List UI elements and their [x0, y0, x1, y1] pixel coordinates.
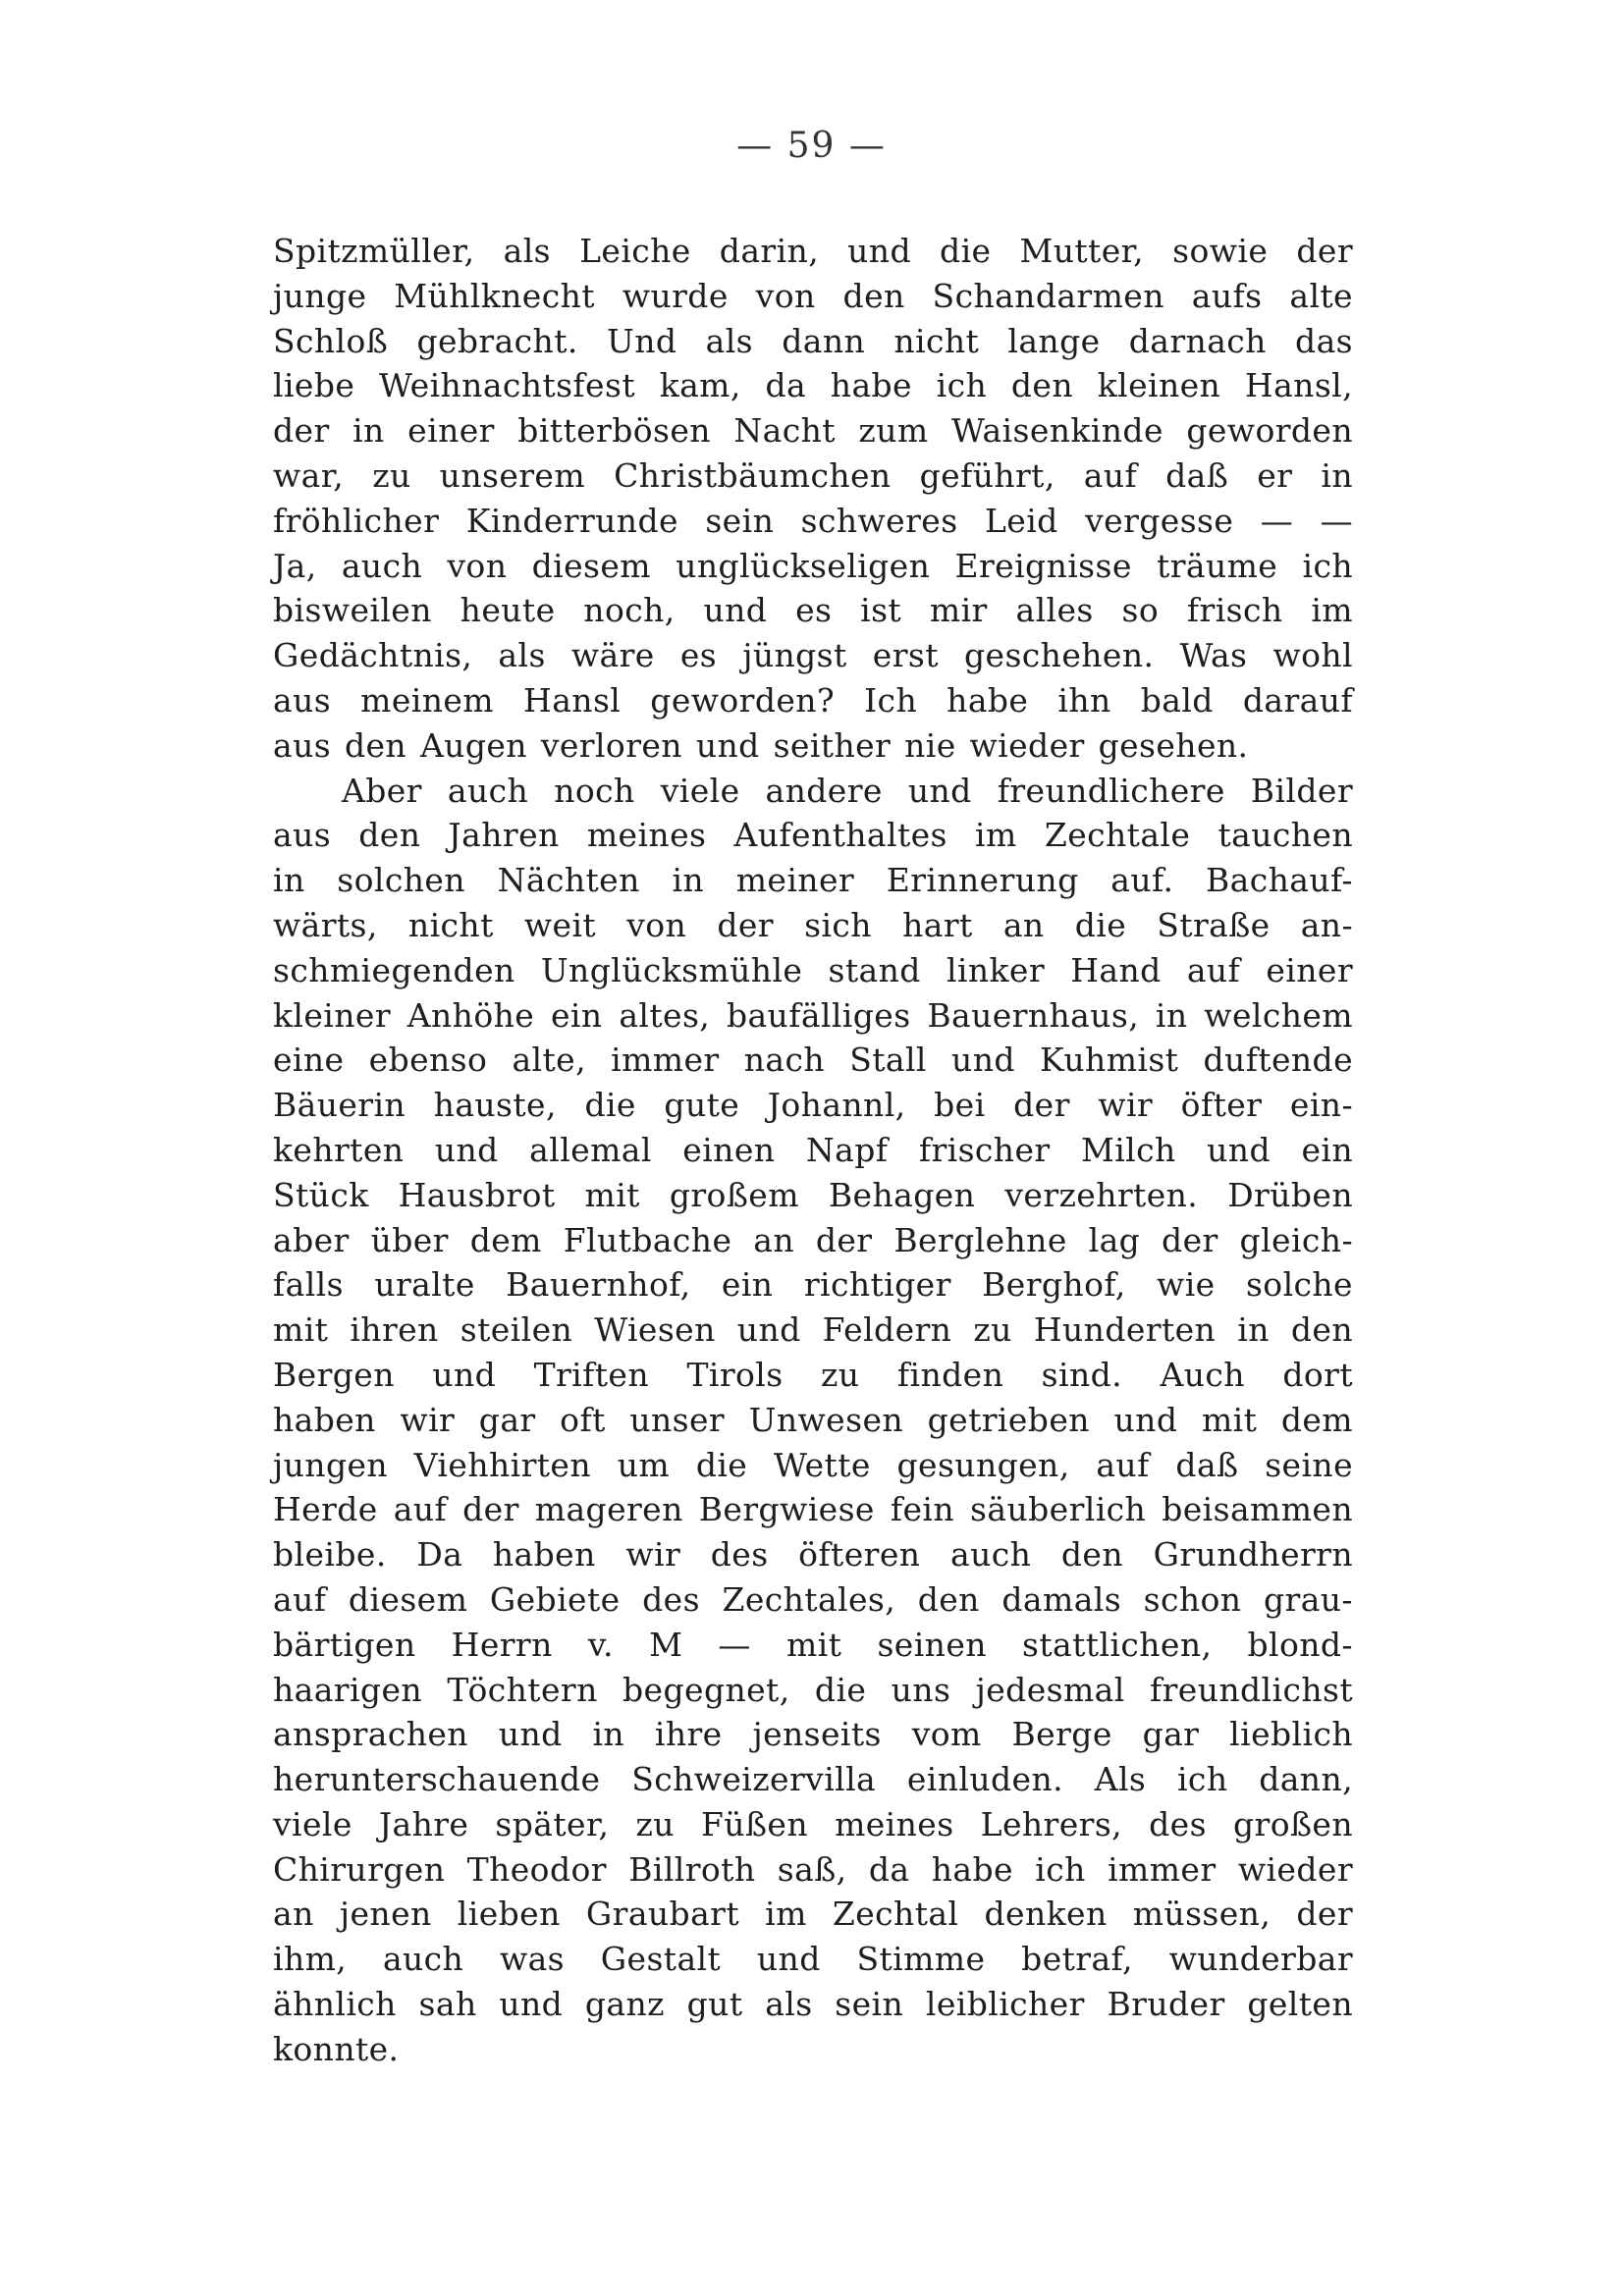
text-line: herunterschauende Schweizervilla einluden. Als ich dann,: [273, 1760, 1353, 1799]
paragraph-2: [273, 769, 1353, 2072]
text-line: haben wir gar oft unser Unwesen getrieben und mit dem: [273, 1400, 1353, 1439]
text-line: wärts, nicht weit von der sich hart an die Straße an-: [273, 905, 1353, 944]
text-line: eine ebenso alte, immer nach Stall und Kuhmist duftende: [273, 1041, 1353, 1080]
text-line: aber über dem Flutbache an der Berglehne lag der gleich-: [273, 1220, 1353, 1259]
text-line: bleibe. Da haben wir des öfteren auch den Grundherrn: [273, 1535, 1353, 1575]
body-text: [273, 229, 1353, 2072]
text-line: bärtigen Herrn v. M — mit seinen stattlichen, blond-: [273, 1625, 1353, 1664]
text-line: schmiegenden Unglücksmühle stand linker Hand auf einer: [273, 950, 1353, 989]
text-line: haarigen Töchtern begegnet, die uns jedesmal freundlichst: [273, 1670, 1353, 1709]
text-line: kleiner Anhöhe ein altes, baufälliges Bauernhaus, in welchem: [273, 995, 1353, 1035]
text-line: in solchen Nächten in meiner Erinnerung auf. Bachauf-: [273, 861, 1353, 900]
text-line: Stück Hausbrot mit großem Behagen verzehrten. Drüben: [273, 1175, 1353, 1214]
text-line: falls uralte Bauernhof, ein richtiger Berghof, wie solche: [273, 1265, 1353, 1305]
text-line: viele Jahre später, zu Füßen meines Lehrers, des großen: [273, 1804, 1353, 1843]
text-line: aus meinem Hansl geworden? Ich habe ihn bald darauf: [273, 680, 1353, 720]
text-line: Schloß gebracht. Und als dann nicht lange darnach das: [273, 321, 1353, 360]
text-line: mit ihren steilen Wiesen und Feldern zu Hunderten in den: [273, 1310, 1353, 1350]
text-line: auf diesem Gebiete des Zechtales, den damals schon grau-: [273, 1579, 1353, 1619]
text-line: liebe Weihnachtsfest kam, da habe ich den kleinen Hansl,: [273, 366, 1353, 405]
text-line: aus den Augen verloren und seither nie wieder gesehen.: [273, 725, 1249, 765]
text-line: war, zu unserem Christbäumchen geführt, auf daß er in: [273, 455, 1353, 495]
text-line: an jenen lieben Graubart im Zechtal denken müssen, der: [273, 1895, 1353, 1934]
text-line: bisweilen heute noch, und es ist mir alles so frisch im: [273, 591, 1353, 630]
text-line: Ja, auch von diesem unglückseligen Ereignisse träume ich: [273, 546, 1353, 585]
text-line: Gedächtnis, als wäre es jüngst erst geschehen. Was wohl: [273, 636, 1353, 675]
text-line: jungen Viehhirten um die Wette gesungen, auf daß seine: [273, 1445, 1353, 1484]
text-line: ihm, auch was Gestalt und Stimme betraf, wunderbar: [273, 1940, 1353, 1979]
text-line: kehrten und allemal einen Napf frischer Milch und ein: [273, 1130, 1353, 1169]
text-line: Chirurgen Theodor Billroth saß, da habe ich immer wieder: [273, 1849, 1353, 1889]
text-line: junge Mühlknecht wurde von den Schandarmen aufs alte: [273, 276, 1353, 315]
text-line: Aber auch noch viele andere und freundlichere Bilder: [342, 771, 1353, 810]
text-line: konnte.: [273, 2029, 400, 2068]
text-line: der in einer bitterbösen Nacht zum Waisenkinde geworden: [273, 411, 1353, 451]
text-line: Herde auf der mageren Bergwiese fein säuberlich beisammen: [273, 1490, 1353, 1529]
text-line: aus den Jahren meines Aufenthaltes im Zechtale tauchen: [273, 816, 1353, 855]
page-number: — 59 —: [736, 126, 887, 166]
text-line: fröhlicher Kinderrunde sein schweres Leid vergesse — —: [273, 501, 1353, 540]
text-line: ähnlich sah und ganz gut als sein leiblicher Bruder gelten: [273, 1985, 1353, 2024]
text-line: ansprachen und in ihre jenseits vom Berge gar lieblich: [273, 1715, 1353, 1754]
text-line: Spitzmüller, als Leiche darin, und die Mutter, sowie der: [273, 232, 1353, 270]
text-line: Bergen und Triften Tirols zu finden sind. Auch dort: [273, 1355, 1353, 1394]
text-line: Bäuerin hauste, die gute Johannl, bei der wir öfter ein-: [273, 1086, 1353, 1125]
paragraph-1: [273, 229, 1353, 769]
